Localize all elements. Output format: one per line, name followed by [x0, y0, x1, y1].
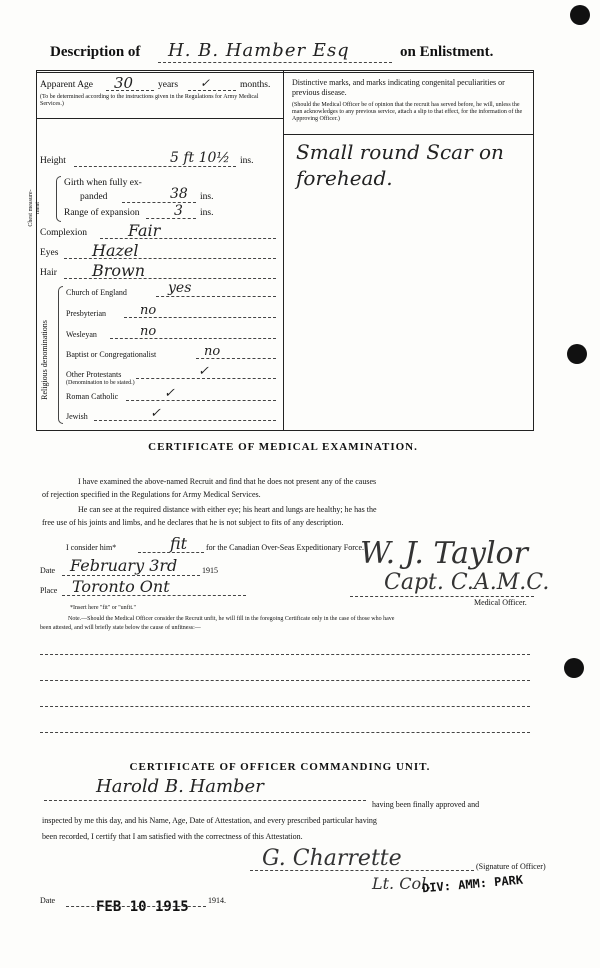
- other-protestants-label: Other Protestants: [66, 370, 122, 379]
- wesleyan-label: Wesleyan: [66, 330, 97, 339]
- medical-officer-rank: Capt. C.A.M.C.: [384, 570, 550, 595]
- chest-bracket-label: Chest measure-ment: [28, 189, 41, 227]
- wesleyan-value: no: [140, 324, 157, 339]
- religion-bracket-label: Religious denominations: [40, 320, 49, 400]
- medical-place-value: Toronto Ont: [72, 577, 170, 596]
- complexion-line: [100, 238, 276, 239]
- other-protestants-value: ✓: [198, 364, 209, 379]
- commanding-name-handwritten: Harold B. Hamber: [96, 776, 264, 797]
- baptist-label: Baptist or Congregationalist: [66, 350, 157, 359]
- medical-para1-line2: of rejection specified in the Regulations for Army Medical Services.: [42, 490, 261, 499]
- frame-left-rule: [36, 70, 37, 430]
- frame-center-rule: [283, 70, 284, 430]
- unit-stamp: DIV: AMM: PARK: [421, 872, 524, 896]
- chest-girth-line: [122, 202, 196, 203]
- consider-value: fit: [170, 534, 188, 553]
- commanding-year-printed: 1914.: [208, 896, 226, 905]
- unfitness-line-1: [40, 654, 530, 655]
- chest-range-label: Range of expansion: [64, 208, 140, 218]
- medical-officer-line: [350, 596, 534, 597]
- commanding-signature: G. Charrette: [262, 846, 402, 871]
- frame-right-rule: [533, 70, 534, 430]
- medical-para2-line1: He can see at the required distance with either eye; his heart and lungs are healthy; he has the: [78, 505, 377, 514]
- chest-girth-label-2: panded: [80, 192, 108, 202]
- medical-note-line1: Note.—Should the Medical Officer consider the Recruit unfit, he will fill in the foregoing Certificate only in the case of those who have: [68, 616, 395, 622]
- unfitness-line-4: [40, 732, 530, 733]
- medical-date-label: Date: [40, 566, 56, 575]
- commanding-rank: Lt. Col.: [372, 874, 432, 893]
- medical-para1-line1: I have examined the above-named Recruit and find that he does not present any of the causes: [78, 477, 377, 486]
- medical-officer-signature: W. J. Taylor: [360, 536, 528, 571]
- distinctive-value-line2: forehead.: [296, 166, 393, 190]
- church-of-england-value: yes: [168, 280, 192, 296]
- medical-date-line: [62, 575, 200, 576]
- age-months-line: [188, 90, 236, 91]
- eyes-line: [64, 258, 276, 259]
- commanding-date-line: [66, 906, 206, 907]
- jewish-label: Jewish: [66, 412, 88, 421]
- other-protestants-line: [136, 378, 276, 379]
- binder-hole-lower: [564, 658, 584, 678]
- medical-place-label: Place: [40, 586, 58, 595]
- chest-bracket: [56, 176, 61, 222]
- presbyterian-label: Presbyterian: [66, 309, 106, 318]
- distinctive-value-line1: Small round Scar on: [296, 140, 504, 164]
- commanding-title: CERTIFICATE OF OFFICER COMMANDING UNIT.: [129, 761, 431, 773]
- medical-place-line: [62, 595, 246, 596]
- chest-girth-value: 38: [170, 186, 188, 202]
- hair-line: [64, 278, 276, 279]
- medical-para2-line2: free use of his joints and limbs, and he declares that he is not subject to fits of any description.: [42, 518, 344, 527]
- age-note: (To be determined according to the instructions given in the Regulations for Army Medical Services.): [40, 94, 259, 107]
- age-years-label: years: [158, 80, 179, 90]
- medical-officer-label: Medical Officer.: [474, 598, 527, 607]
- church-of-england-line: [156, 296, 276, 297]
- header-right: on Enlistment.: [400, 44, 494, 60]
- medical-year-printed: 1915: [202, 566, 218, 575]
- denomination-note: (Denomination to be stated.): [66, 380, 135, 386]
- age-label: Apparent Age: [40, 80, 94, 90]
- commanding-date-label: Date: [40, 896, 56, 905]
- baptist-line: [196, 358, 276, 359]
- height-line: [74, 166, 236, 167]
- church-of-england-label: Church of England: [66, 288, 127, 297]
- commanding-name-line: [44, 800, 366, 801]
- consider-line: [138, 552, 204, 553]
- header-name-line: [158, 62, 392, 63]
- eyes-label: Eyes: [40, 248, 59, 258]
- commanding-date-stamp: FEB 10 1915: [96, 899, 189, 915]
- medical-note-line2: been attested, and will briefly state below the cause of unfitness:—: [40, 625, 201, 631]
- jewish-value: ✓: [150, 406, 161, 421]
- height-unit: ins.: [240, 156, 254, 166]
- chest-range-value: 3: [174, 203, 183, 219]
- presbyterian-value: no: [140, 303, 157, 318]
- medical-date-value: February 3rd: [70, 556, 178, 575]
- roman-catholic-line: [126, 400, 276, 401]
- chest-girth-label-1: Girth when fully ex-: [64, 178, 142, 188]
- frame-bottom-rule: [36, 430, 534, 431]
- eyes-value: Hazel: [92, 241, 139, 260]
- header-name-handwritten: H. B. Hamber Esq: [168, 40, 350, 61]
- age-months-value: ✓: [200, 76, 211, 90]
- consider-rest: for the Canadian Over-Seas Expeditionary Force.: [206, 543, 365, 552]
- roman-catholic-value: ✓: [164, 386, 175, 401]
- unfitness-line-3: [40, 706, 530, 707]
- presbyterian-line: [124, 317, 276, 318]
- age-years-value: 30: [114, 74, 134, 92]
- chest-range-line: [146, 218, 196, 219]
- medical-title: CERTIFICATE OF MEDICAL EXAMINATION.: [148, 441, 418, 453]
- binder-hole-top: [570, 5, 590, 25]
- chest-range-unit: ins.: [200, 208, 214, 218]
- commanding-signature-label: (Signature of Officer): [476, 862, 546, 871]
- age-underline: [36, 118, 283, 119]
- hair-value: Brown: [92, 261, 146, 280]
- commanding-line1-rest: having been finally approved and: [372, 800, 480, 809]
- distinctive-label: Distinctive marks, and marks indicating congenital peculiarities or previous disease.: [292, 78, 505, 97]
- binder-hole-middle: [567, 344, 587, 364]
- roman-catholic-label: Roman Catholic: [66, 392, 119, 401]
- commanding-line3: been recorded, I certify that I am satisfied with the correctness of this Attestation.: [42, 832, 303, 841]
- chest-girth-unit: ins.: [200, 192, 214, 202]
- age-months-label: months.: [240, 80, 271, 90]
- consider-label: I consider him*: [66, 543, 117, 552]
- hair-label: Hair: [40, 268, 57, 278]
- age-years-line: [106, 90, 154, 91]
- medical-footnote: *Insert here "fit" or "unfit.": [70, 605, 136, 611]
- height-value: 5 ft 10½: [170, 150, 230, 166]
- commanding-signature-line: [250, 870, 474, 871]
- distinctive-underline: [283, 134, 533, 135]
- header-left: Description of: [50, 44, 141, 60]
- religion-bracket: [58, 286, 63, 424]
- jewish-line: [94, 420, 276, 421]
- frame-top-rule: [36, 70, 534, 71]
- wesleyan-line: [110, 338, 276, 339]
- baptist-value: no: [204, 344, 221, 359]
- distinctive-note: (Should the Medical Officer be of opinion that the recruit has served before, he will, unless the man acknowledges to any previous service, attach a slip to that effect, for the information of the Approving Officer.): [292, 102, 523, 122]
- complexion-label: Complexion: [40, 228, 87, 238]
- unfitness-line-2: [40, 680, 530, 681]
- height-label: Height: [40, 156, 66, 166]
- frame-top-rule-2: [36, 72, 534, 73]
- commanding-line2: inspected by me this day, and his Name, Age, Date of Attestation, and every prescribed particular having: [42, 816, 377, 825]
- complexion-value: Fair: [128, 221, 161, 240]
